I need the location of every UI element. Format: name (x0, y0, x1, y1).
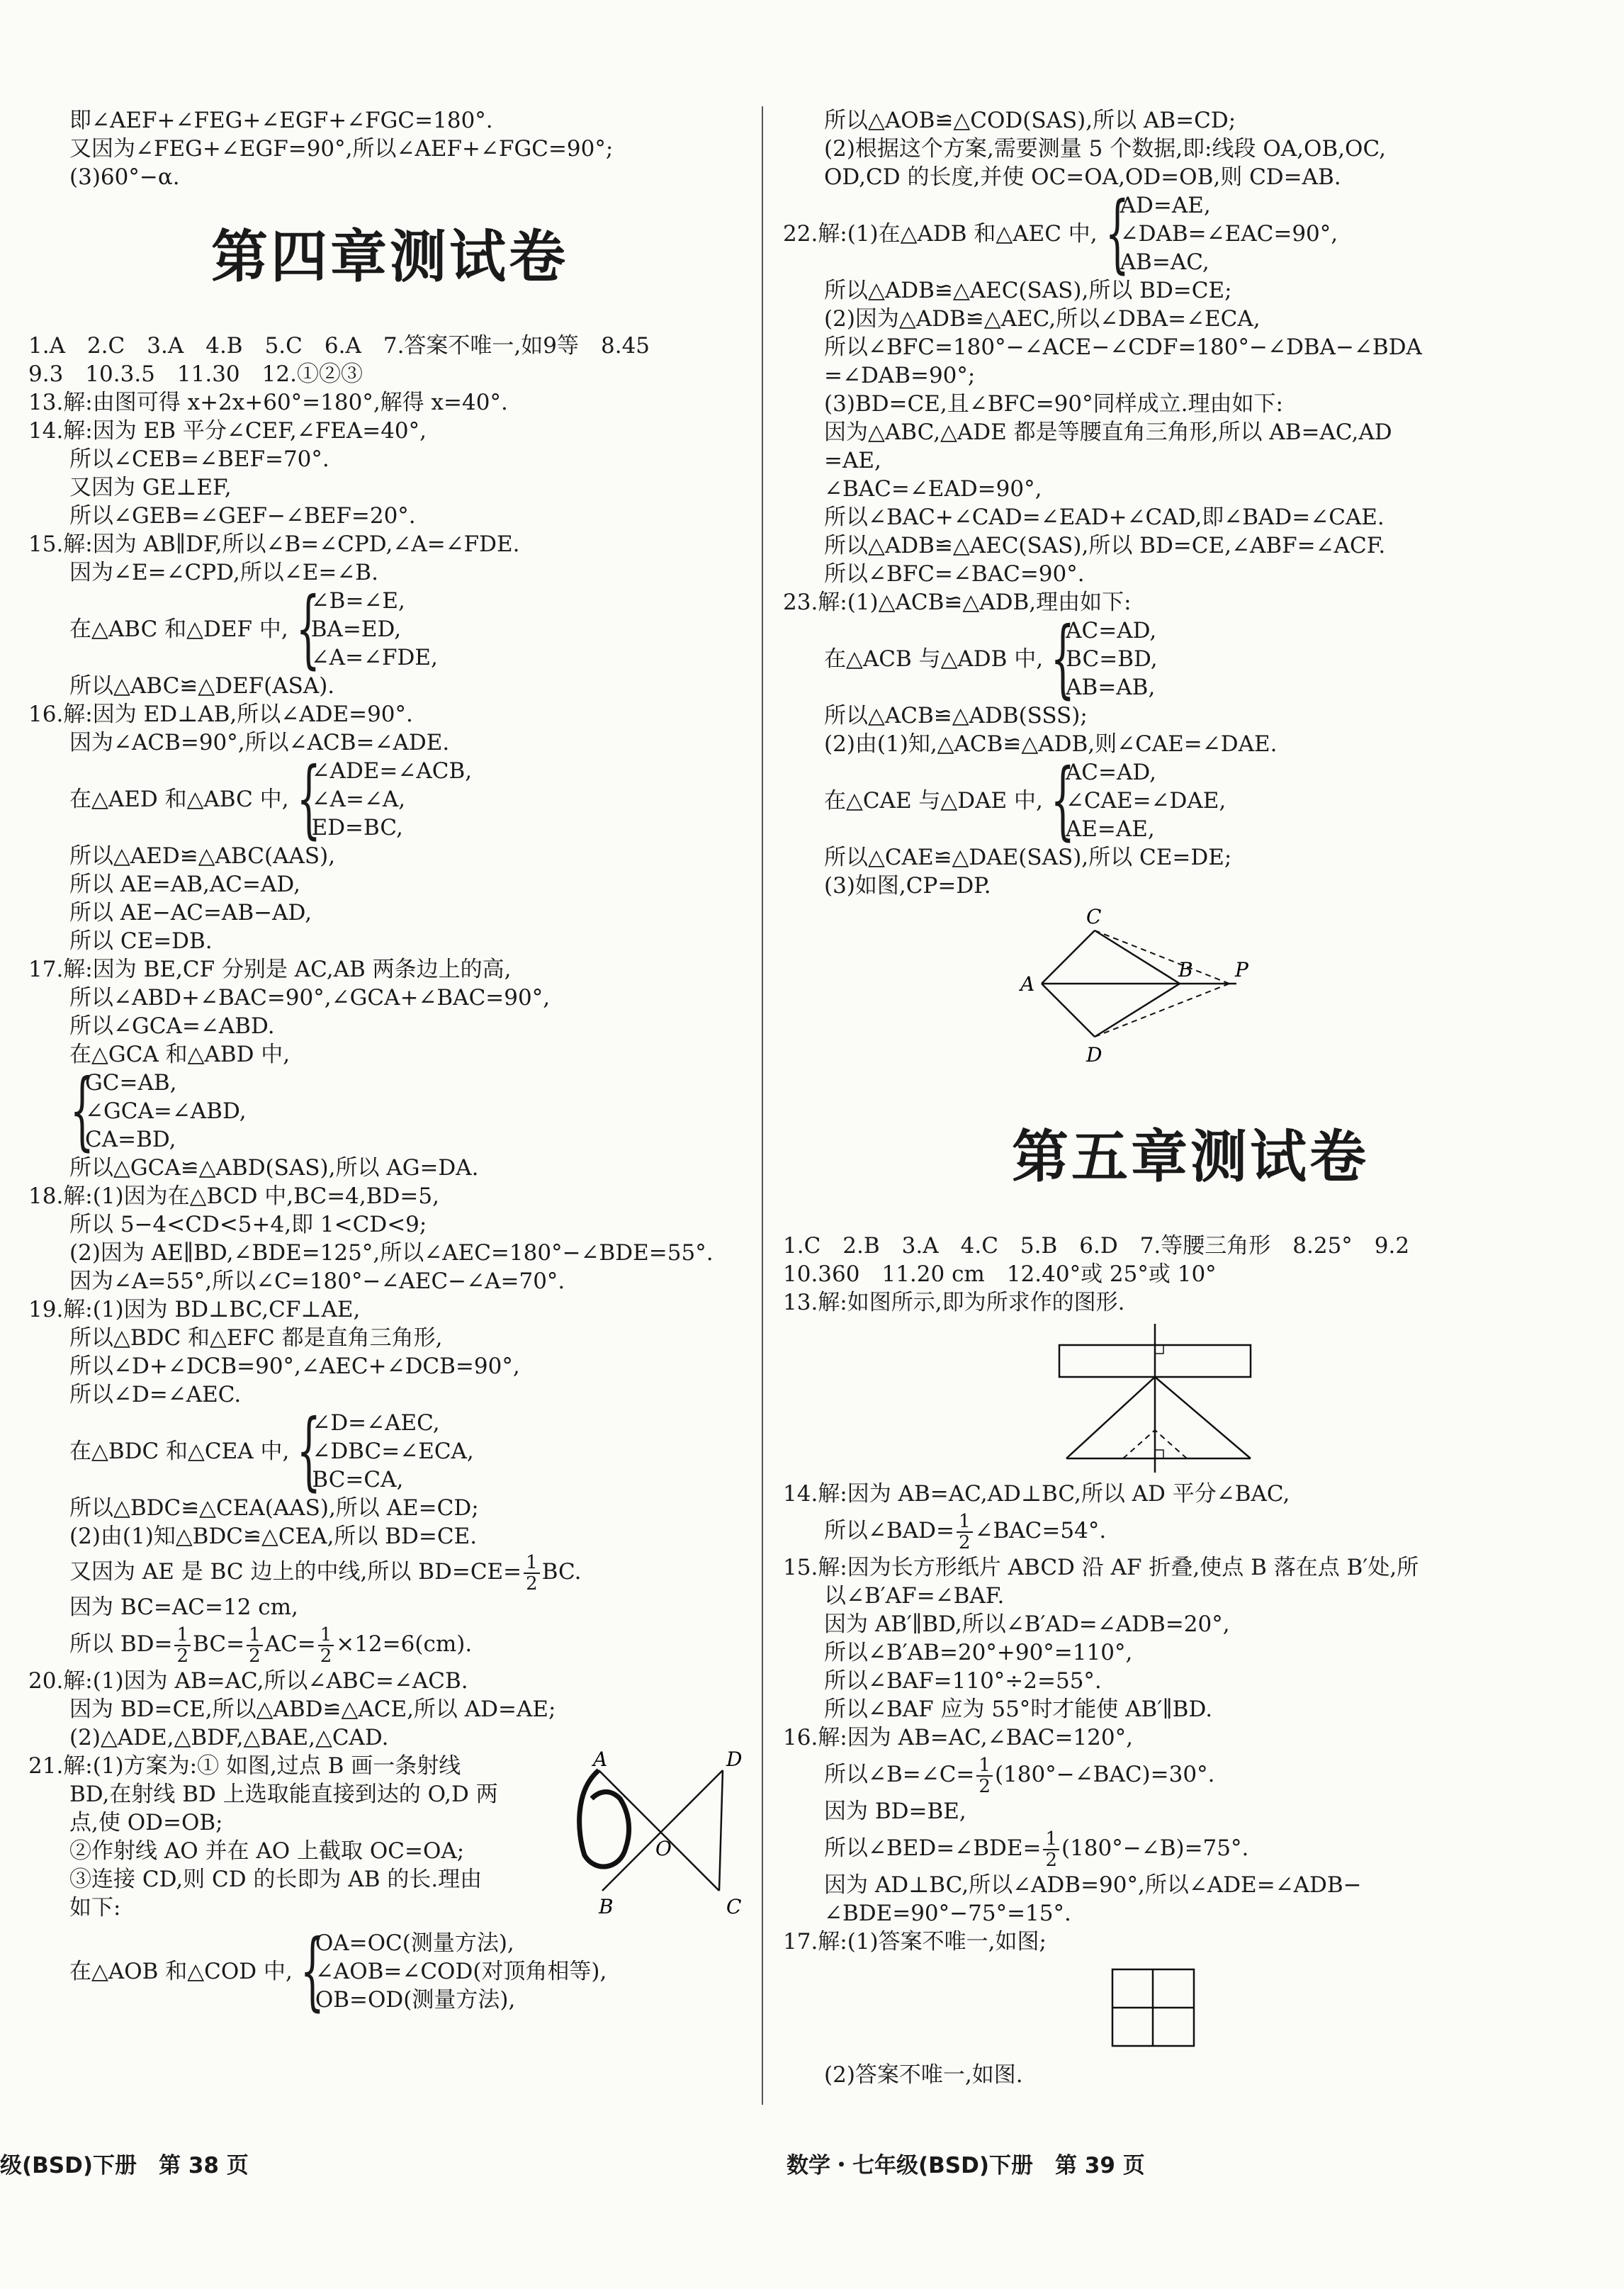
text-line: =∠DAB=90°; (824, 363, 976, 388)
figure-17 (1109, 1966, 1201, 2051)
text-line: 所以△BDC 和△EFC 都是直角三角形, (69, 1325, 443, 1351)
brace-line: AD=AE, (1120, 193, 1211, 218)
text-block (28, 1494, 751, 1752)
denominator: 2 (176, 1645, 189, 1667)
denominator: 2 (979, 1775, 991, 1797)
brace-system (783, 751, 1598, 850)
label-b: B (1178, 958, 1193, 982)
text-line: 因为△ABC,△ADE 都是等腰直角三角形,所以 AB=AC,AD (824, 420, 1392, 445)
brace-line: BC=CA, (312, 1467, 404, 1492)
text-line: 点,使 OD=OB; (69, 1810, 223, 1835)
text-line: 9.3 10.3.5 11.30 12.①②③ (28, 361, 363, 387)
right-slant (1155, 1377, 1251, 1458)
brace-system (28, 1922, 751, 2020)
label-p: P (1235, 958, 1248, 982)
brace-line: AE=AE, (1065, 816, 1155, 842)
text-block (783, 276, 1598, 617)
text-line: 17.解:(1)答案不唯一,如图; (783, 1929, 1047, 1955)
text-line: 因为∠A=55°,所以∠C=180°−∠AEC−∠A=70°. (69, 1269, 565, 1294)
text-line: (2)根据这个方案,需要测量 5 个数据,即:线段 OA,OB,OC, (824, 136, 1386, 162)
brace-prefix: 在△ACB 与△ADB 中, (824, 646, 1044, 672)
brace-icon: { (295, 580, 320, 678)
obstacle-shape (580, 1770, 629, 1867)
numerator: 1 (524, 1553, 540, 1574)
brace-lines (85, 1069, 247, 1154)
segment-cb (1095, 930, 1180, 984)
brace-lines (315, 1929, 607, 2014)
text-line: (2)因为 AE∥BD,∠BDE=125°,所以∠AEC=180°−∠BDE=55°. (69, 1240, 714, 1266)
fraction (976, 1755, 993, 1796)
text-block (783, 1480, 1598, 1956)
label-d: D (1086, 1043, 1103, 1067)
text-line: (2)由(1)知,△ACB≌△ADB,则∠CAE=∠DAE. (824, 731, 1278, 757)
dashed-right (1155, 1430, 1187, 1458)
text-line: 所以 AE−AC=AB−AD, (69, 900, 312, 926)
fraction (247, 1625, 263, 1666)
brace-system (783, 609, 1598, 708)
text-line: ②作射线 AO 并在 AO 上截取 OC=OA; (69, 1838, 465, 1864)
chapter-title: 第五章测试卷 (1012, 1124, 1369, 1190)
fraction-line (28, 1621, 751, 1667)
text-line: ∠BAC=∠EAD=90°, (824, 476, 1042, 502)
denominator: 2 (1045, 1849, 1057, 1871)
text-line: 15.解:因为 AB∥DF,所以∠B=∠CPD,∠A=∠FDE. (28, 532, 520, 557)
text-line: 因为∠E=∠CPD,所以∠E=∠B. (69, 560, 378, 585)
text-span: 又因为 AE 是 BC 边上的中线,所以 BD=CE= (69, 1559, 522, 1585)
figure-23 (1010, 906, 1279, 1076)
text-line: (3)BD=CE,且∠BFC=90°同样成立.理由如下: (824, 391, 1283, 417)
text-line: 所以△AOB≌△COD(SAS),所以 AB=CD; (824, 108, 1236, 133)
fraction (957, 1512, 973, 1553)
text-line: 所以△ADB≌△AEC(SAS),所以 BD=CE; (824, 278, 1232, 303)
brace-icon: { (1050, 751, 1075, 850)
fraction-line (783, 1826, 1598, 1871)
text-line: 所以△ADB≌△AEC(SAS),所以 BD=CE,∠ABF=∠ACF. (824, 533, 1386, 558)
brace-prefix: 在△CAE 与△DAE 中, (824, 788, 1043, 814)
brace-icon: { (1050, 609, 1076, 708)
brace-line: ∠D=∠AEC, (312, 1410, 440, 1436)
text-line: 16.解:因为 AB=AC,∠BAC=120°, (783, 1725, 1133, 1750)
brace-line: ∠DAB=∠EAC=90°, (1120, 221, 1338, 247)
left-slant (1066, 1377, 1155, 1458)
brace-system (783, 184, 1598, 283)
text-line: 所以∠ABD+∠BAC=90°,∠GCA+∠BAC=90°, (69, 985, 551, 1011)
brace-lines (1066, 758, 1226, 843)
fraction-line (783, 1508, 1598, 1553)
text-line: =AE, (824, 448, 881, 473)
brace-lines (312, 1409, 473, 1494)
brace-line: CA=BD, (85, 1127, 176, 1152)
label-b: B (599, 1895, 614, 1918)
brace-line: AC=AD, (1065, 760, 1156, 785)
column-divider (762, 106, 763, 2105)
text-line: ∠BDE=90°−75°=15°. (824, 1901, 1071, 1926)
text-line: 以∠B′AF=∠BAF. (824, 1583, 1005, 1609)
text-span: (180°−∠B)=75°. (1061, 1835, 1249, 1861)
numerator: 1 (976, 1755, 993, 1777)
text-line: 所以∠D=∠AEC. (69, 1382, 242, 1407)
text-line: 所以∠GCA=∠ABD. (69, 1013, 275, 1039)
text-line: 因为 AB′∥BD,所以∠B′AD=∠ADB=20°, (824, 1612, 1230, 1637)
text-line: 1.A 2.C 3.A 4.B 5.C 6.A 7.答案不唯一,如9等 8.45 (28, 333, 650, 359)
brace-system (28, 750, 751, 848)
brace-line: ∠CAE=∠DAE, (1065, 788, 1227, 814)
denominator: 2 (320, 1645, 332, 1667)
text-line: 所以∠BFC=180°−∠ACE−∠CDF=180°−∠DBA−∠BDA (824, 334, 1422, 360)
text-line: (2)△ADE,△BDF,△BAE,△CAD. (69, 1725, 389, 1750)
brace-line: AB=AC, (1120, 249, 1209, 275)
text-line: 所以∠BAF 应为 55°时才能使 AB′∥BD. (824, 1697, 1213, 1722)
brace-line: ∠AOB=∠COD(对顶角相等), (315, 1959, 607, 1984)
numerator: 1 (318, 1625, 334, 1646)
text-line: 所以∠BAC+∠CAD=∠EAD+∠CAD,即∠BAD=∠CAE. (824, 505, 1385, 530)
brace-system (28, 580, 751, 678)
text-line: 又因为 GE⊥EF, (69, 475, 232, 500)
text-span: 所以∠BAD= (824, 1518, 954, 1543)
text-span: 所以∠B=∠C= (824, 1762, 975, 1787)
text-span: BC. (541, 1559, 582, 1585)
brace-line: ∠GCA=∠ABD, (85, 1098, 247, 1124)
brace-line: ∠A=∠FDE, (310, 645, 438, 670)
brace-line: ∠B=∠E, (310, 588, 405, 614)
brace-system (28, 1062, 751, 1160)
text-line: 所以∠GEB=∠GEF−∠BEF=20°. (69, 503, 416, 529)
denominator: 2 (526, 1573, 538, 1595)
text-block (783, 843, 1598, 900)
text-span: ×12=6(cm). (336, 1631, 473, 1657)
text-line: 即∠AEF+∠FEG+∠EGF+∠FGC=180°. (69, 108, 493, 133)
right-angle-mark (1155, 1345, 1163, 1354)
fraction (1043, 1829, 1059, 1870)
text-line: 在△GCA 和△ABD 中, (69, 1042, 291, 1067)
brace-lines (312, 757, 473, 842)
brace-icon: { (69, 1062, 94, 1160)
text-line: (2)答案不唯一,如图. (824, 2062, 1023, 2088)
fraction (174, 1625, 191, 1666)
text-line: 因为∠ACB=90°,所以∠ACB=∠ADE. (69, 730, 450, 755)
text-line: (3)如图,CP=DP. (824, 873, 991, 899)
text-line: 所以△AED≌△ABC(AAS), (69, 843, 336, 869)
text-line: 20.解:(1)因为 AB=AC,所以∠ABC=∠ACB. (28, 1668, 468, 1694)
left-column (28, 106, 751, 2020)
brace-system (28, 1402, 751, 1500)
brace-line: OA=OC(测量方法), (315, 1930, 514, 1956)
brace-prefix: 在△ABC 和△DEF 中, (69, 617, 288, 642)
brace-icon: { (296, 750, 321, 848)
text-span: AC= (264, 1631, 316, 1657)
segment-db (602, 1770, 723, 1891)
text-span: BC= (193, 1631, 245, 1657)
brace-line: ∠ADE=∠ACB, (311, 758, 473, 784)
fraction-line (28, 1551, 751, 1593)
numerator: 1 (957, 1512, 973, 1533)
brace-lines (1120, 191, 1338, 276)
text-block (783, 702, 1598, 758)
denominator: 2 (958, 1531, 971, 1553)
text-line: 所以∠CEB=∠BEF=70°. (69, 446, 329, 472)
brace-line: BA=ED, (310, 617, 402, 642)
denominator: 2 (249, 1645, 261, 1667)
text-span: 所以 BD= (69, 1631, 173, 1657)
q21-block (28, 1749, 751, 1929)
text-line: 18.解:(1)因为在△BCD 中,BC=4,BD=5, (28, 1183, 439, 1209)
text-line: 所以∠B′AB=20°+90°=110°, (824, 1640, 1133, 1665)
text-line: (2)因为△ADB≌△AEC,所以∠DBA=∠ECA, (824, 306, 1261, 332)
fraction (318, 1625, 334, 1666)
text-line: ③连接 CD,则 CD 的长即为 AB 的长.理由 (69, 1867, 483, 1892)
text-block (783, 106, 1598, 191)
fraction (524, 1553, 540, 1594)
brace-prefix: 在△AED 和△ABC 中, (69, 787, 289, 812)
text-line: 所以∠BAF=110°÷2=55°. (824, 1668, 1102, 1694)
brace-line: ∠A=∠A, (311, 787, 406, 812)
brace-line: OB=OD(测量方法), (315, 1987, 516, 2013)
text-block (28, 1154, 751, 1409)
figure-13 (1052, 1324, 1265, 1473)
text-line: 13.解:由图可得 x+2x+60°=180°,解得 x=40°. (28, 390, 508, 415)
text-line: 1.C 2.B 3.A 4.C 5.B 6.D 7.等腰三角形 8.25° 9.2 (783, 1233, 1410, 1259)
numerator: 1 (1043, 1829, 1059, 1850)
answers-block (28, 332, 751, 587)
brace-line: AC=AD, (1066, 618, 1157, 643)
text-block (783, 1232, 1598, 1317)
text-line: 所以△GCA≌△ABD(SAS),所以 AG=DA. (69, 1155, 479, 1181)
label-d: D (726, 1749, 743, 1771)
text-line: 14.解:因为 AB=AC,AD⊥BC,所以 AD 平分∠BAC, (783, 1481, 1290, 1507)
text-line: 所以∠BFC=∠BAC=90°. (824, 561, 1085, 587)
label-a: A (1020, 972, 1035, 996)
text-block (28, 842, 751, 1069)
line-group (28, 106, 751, 191)
text-line: 所以△ACB≌△ADB(SSS); (824, 703, 1088, 729)
text-line: 因为 BC=AC=12 cm, (69, 1595, 298, 1620)
brace-line: BC=BD, (1066, 646, 1158, 672)
text-line: 又因为∠FEG+∠EGF=90°,所以∠AEF+∠FGC=90°; (69, 136, 614, 162)
text-line: 16.解:因为 ED⊥AB,所以∠ADE=90°. (28, 702, 413, 727)
text-line: BD,在射线 BD 上选取能直接到达的 O,D 两 (69, 1782, 498, 1807)
segment-ac (599, 1770, 719, 1891)
text-line: 14.解:因为 EB 平分∠CEF,∠FEA=40°, (28, 418, 427, 444)
numerator: 1 (174, 1625, 191, 1646)
brace-line: ∠DBC=∠ECA, (312, 1439, 474, 1464)
brace-lines (311, 587, 438, 672)
brace-icon: { (296, 1402, 322, 1500)
text-line: 所以∠D+∠DCB=90°,∠AEC+∠DCB=90°, (69, 1354, 520, 1379)
fraction-line (783, 1752, 1598, 1797)
brace-lines (1066, 617, 1157, 702)
brace-prefix: 在△AOB 和△COD 中, (69, 1959, 293, 1984)
text-block (28, 672, 751, 757)
text-line: 15.解:因为长方形纸片 ABCD 沿 AF 折叠,使点 B 落在点 B′处,所 (783, 1555, 1419, 1580)
text-line: 23.解:(1)△ACB≌△ADB,理由如下: (783, 590, 1132, 615)
text-line: 10.360 11.20 cm 12.40°或 25°或 10° (783, 1261, 1217, 1287)
text-line: 所以 CE=DB. (69, 928, 213, 954)
text-line: 因为 BD=BE, (824, 1799, 966, 1824)
segment-cd (719, 1770, 723, 1891)
text-line: 因为 AD⊥BC,所以∠ADB=90°,所以∠ADE=∠ADB− (824, 1872, 1362, 1898)
label-c: C (1086, 906, 1102, 928)
label-o: O (655, 1837, 672, 1860)
right-column (783, 106, 1598, 2089)
text-line: 所以 AE=AB,AC=AD, (69, 872, 300, 897)
brace-prefix: 在△BDC 和△CEA 中, (69, 1439, 290, 1464)
segment-ad (1042, 984, 1095, 1037)
dashed-left (1123, 1430, 1155, 1458)
text-line: 所以△CAE≌△DAE(SAS),所以 CE=DE; (824, 845, 1232, 870)
footer-left: 级(BSD)下册 第 38 页 (0, 2153, 249, 2178)
text-line: 所以△BDC≌△CEA(AAS),所以 AE=CD; (69, 1495, 479, 1521)
brace-line: ED=BC, (311, 815, 403, 840)
chapter-title: 第四章测试卷 (211, 224, 568, 290)
segment-db (1095, 984, 1180, 1037)
footer-right: 数学・七年级(BSD)下册 第 39 页 (786, 2153, 1145, 2178)
text-line: OD,CD 的长度,并使 OC=OA,OD=OB,则 CD=AB. (824, 164, 1341, 190)
numerator: 1 (247, 1625, 263, 1646)
text-line: 如下: (69, 1895, 121, 1920)
label-a: A (593, 1749, 608, 1771)
text-line: 因为 BD=CE,所以△ABD≌△ACE,所以 AD=AE; (69, 1697, 556, 1722)
text-line: 21.解:(1)方案为:① 如图,过点 B 画一条射线 (28, 1753, 461, 1779)
brace-line: AB=AB, (1066, 675, 1156, 700)
text-line: 19.解:(1)因为 BD⊥BC,CF⊥AE, (28, 1297, 361, 1322)
text-span: 所以∠BED=∠BDE= (824, 1835, 1042, 1861)
text-span: (180°−∠BAC)=30°. (994, 1762, 1215, 1787)
label-c: C (726, 1895, 742, 1918)
brace-prefix: 22.解:(1)在△ADB 和△AEC 中, (783, 221, 1098, 247)
brace-icon: { (1105, 184, 1129, 283)
text-span: ∠BAC=54°. (974, 1518, 1107, 1543)
right-angle-mark (1155, 1450, 1163, 1458)
figure-21 (570, 1749, 755, 1926)
text-line: (3)60°−α. (69, 164, 180, 190)
brace-icon: { (300, 1922, 325, 2020)
text-line: 17.解:因为 BE,CF 分别是 AC,AB 两条边上的高, (28, 957, 512, 982)
segment-dp (1095, 984, 1229, 1037)
text-line: 所以 5−4<CD<5+4,即 1<CD<9; (69, 1212, 427, 1237)
segment-ac (1042, 930, 1095, 984)
text-line: 所以△ABC≌△DEF(ASA). (69, 673, 335, 699)
segment-cp (1095, 930, 1229, 984)
text-line: 13.解:如图所示,即为所求作的图形. (783, 1290, 1125, 1315)
brace-line: GC=AB, (85, 1070, 177, 1096)
text-line: (2)由(1)知△BDC≌△CEA,所以 BD=CE. (69, 1524, 478, 1549)
